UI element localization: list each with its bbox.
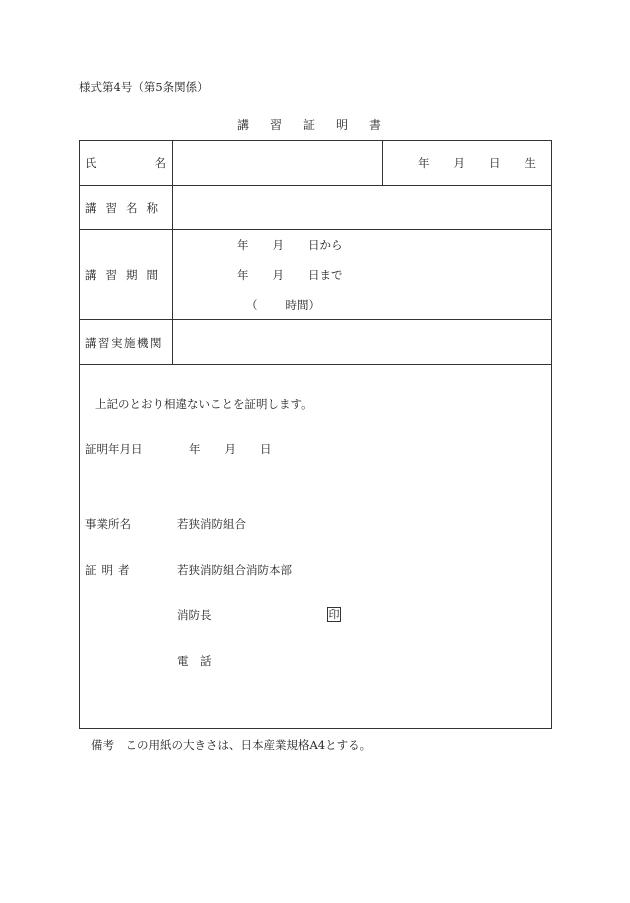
- birth-day-label: 日: [489, 156, 501, 170]
- office-label: 事業所名: [85, 517, 131, 531]
- form-number: 様式第4号（第5条関係）: [79, 80, 209, 94]
- label-column-divider: [172, 140, 173, 365]
- institution-field[interactable]: [176, 333, 546, 351]
- office-value: 若狭消防組合: [177, 517, 246, 531]
- birth-month-label: 月: [453, 156, 465, 170]
- row-divider: [79, 185, 552, 186]
- period-hours: [246, 298, 320, 312]
- birth-suffix-label: 生: [524, 156, 536, 170]
- period-to-year: 年: [237, 268, 249, 282]
- seal-mark: 印: [328, 608, 340, 621]
- document-title: 講習証明書: [237, 118, 403, 132]
- period-from-month: 月: [272, 238, 284, 252]
- certification-statement: 上記のとおり相違ないことを証明します。: [95, 397, 313, 411]
- institution-label: 講習実施機関: [85, 336, 163, 350]
- period-from-day: 日から: [308, 238, 343, 252]
- certification-day: 日: [260, 442, 272, 456]
- certifier-org: 若狭消防組合消防本部: [177, 563, 292, 577]
- period-hours-open: （: [246, 298, 258, 312]
- course-name-label: 講習名称: [85, 201, 167, 215]
- course-name-field[interactable]: [176, 198, 546, 216]
- period-label: 講習期間: [85, 268, 167, 282]
- birth-column-divider: [382, 140, 383, 186]
- period-hours-value: 時間）: [285, 298, 320, 312]
- certifier-title: 消防長: [177, 608, 212, 622]
- name-field[interactable]: [176, 154, 378, 172]
- name-label-char: 名: [154, 156, 166, 170]
- row-divider: [79, 364, 552, 365]
- row-divider: [79, 319, 552, 320]
- row-divider: [79, 229, 552, 230]
- phone-label: 電 話: [177, 654, 212, 668]
- birth-year-label: 年: [418, 156, 430, 170]
- certification-month: 月: [224, 442, 236, 456]
- certifier-label: 証明者: [85, 563, 135, 577]
- name-label: [85, 156, 166, 170]
- certification-date-label: 証明年月日: [85, 442, 143, 456]
- name-label-char: 氏: [85, 156, 97, 170]
- period-from-year: 年: [237, 238, 249, 252]
- period-to-month: 月: [272, 268, 284, 282]
- period-to: [237, 268, 343, 282]
- birth-date: [418, 156, 536, 170]
- size-note: 備考 この用紙の大きさは、日本産業規格A4とする。: [91, 738, 372, 752]
- certification-year: 年: [189, 442, 201, 456]
- certification-date: [189, 442, 272, 456]
- period-to-day: 日まで: [308, 268, 343, 282]
- period-from: [237, 238, 343, 252]
